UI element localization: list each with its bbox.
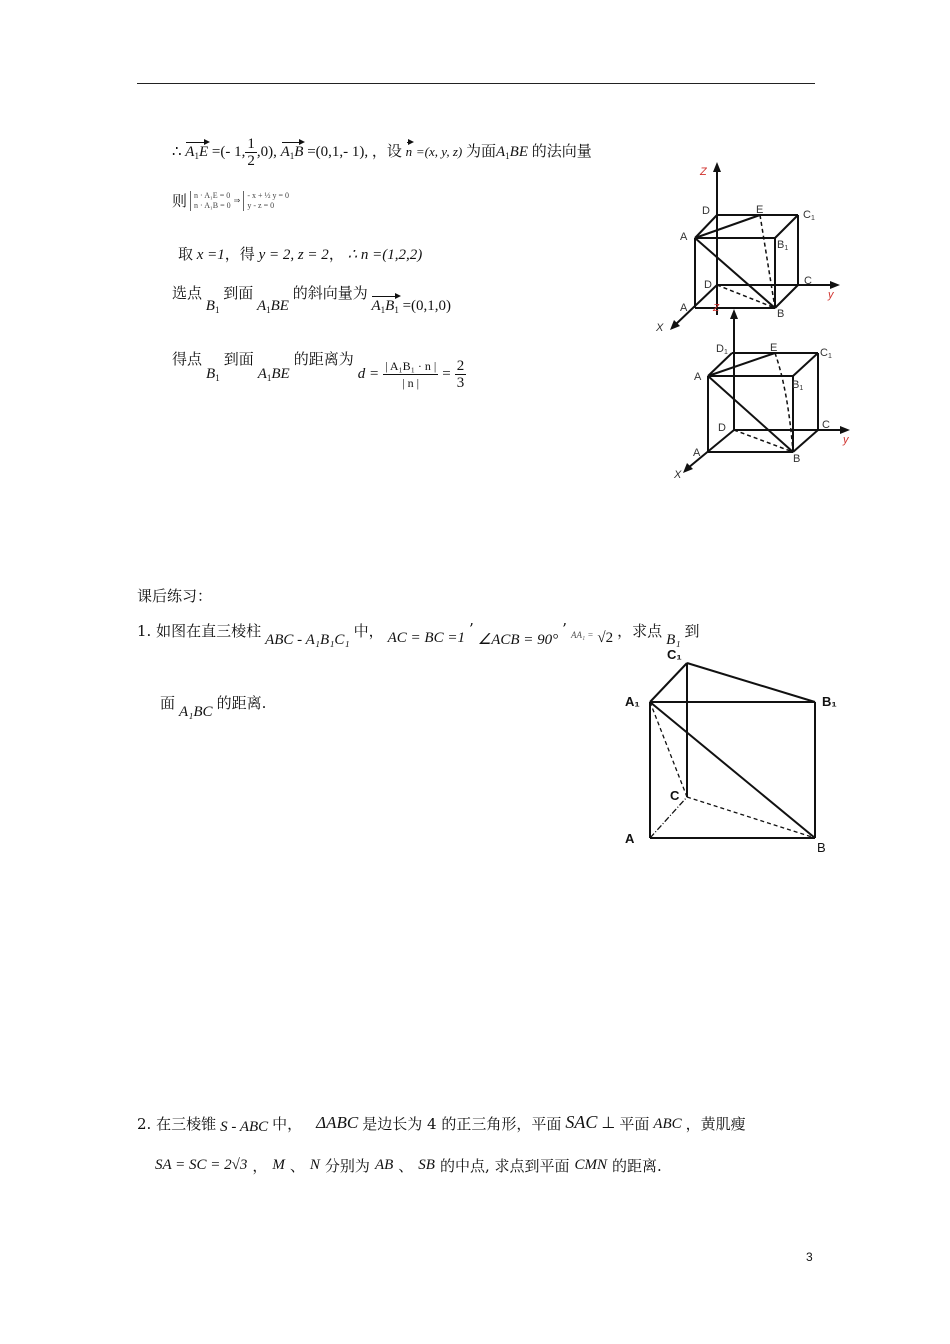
svg-text:X: X [674,469,682,481]
distance-fraction: $\frac{\text{| A₁B₁ · n |}}{| n |}$ [385,359,437,390]
page-number: 3 [806,1250,813,1264]
svg-text:E: E [756,204,764,216]
solution-line-5: 得点 $B_1$ 到面 $A_1BE$ 的距离为 d = $\frac{\text{| A₁B₁ · n |}}{| n |}$ = $\frac{2}{3}$ [172,352,465,391]
distance-answer: $\frac{2}{3}$ [456,358,465,391]
label-a1: A₁ [625,694,640,709]
svg-text:B: B [793,453,801,465]
svg-text:C1: C1 [803,209,815,222]
question-2-line-1: 2. 在三棱锥 S - ABC 中， ΔABC 是边长为 4 的正三角形，平面 SAC ⊥ 平面 ABC ，黄肌瘦 [137,1112,746,1135]
equation-system-b: - x + ½ y = 0 y - z = 0 [243,191,289,211]
normal-vector: n [405,143,413,159]
svg-text:D: D [704,279,712,291]
vector-a1e-value: =(- 1, [211,143,246,160]
svg-text:B: B [777,308,785,320]
question-1-line-2: 面 A₁BC 的距离. [160,694,267,720]
svg-text:B1: B1 [777,239,789,252]
solution-line-1: ∴ $A_1E$ =(- 1, $\frac{1}{2}$ ,0), $A_1B =(0,1,-$ 1), ，设 n =(x, y, z) 为面$A_1BE$ 的法向量 [172,136,592,169]
svg-text:E: E [770,342,778,354]
vector-a1b-value: =(0,1,- 1), [307,143,369,160]
solution-line-3: 取 x =1，得 y = 2, z = 2， ∴ n =(1,2,2) [178,247,423,263]
svg-text:y: y [843,434,849,446]
vector-a1b1: $A_1B_1$ [371,298,399,315]
plane-a1be: $A_1BE$ [495,143,528,161]
fraction-half: $\frac{1}{2}$ [247,136,255,169]
label-c1: C₁ [667,647,682,662]
svg-text:C: C [804,275,812,287]
svg-text:Z: Z [713,303,720,314]
svg-text:A: A [680,302,688,314]
solution-line-2: 则 n · A₁E = 0 n · A₁B = 0 ⇒ - x + ½ y = 0 y - z = 0 [172,190,290,210]
vector-a1b: $A_1B$ [280,143,304,161]
svg-text:C1: C1 [820,347,832,360]
therefore-symbol: ∴ [172,143,182,160]
cube-figure-bottom [660,300,860,485]
svg-text:D: D [718,422,726,434]
svg-text:B1: B1 [792,379,804,392]
label-a: A [625,831,635,846]
header-rule [137,83,815,84]
label-b1: B₁ [822,694,837,709]
normal-vector-definition: =(x, y, z) [415,143,463,159]
label-b: B [817,840,826,855]
solution-line-4: 选点 $B_1$ 到面 $A_1BE$ 的斜向量为 $A_1B_1 =(0,1,0)$ [172,286,452,315]
svg-text:A: A [693,447,701,459]
prism-figure [615,645,845,860]
normal-vector-result: ∴ n =(1,2,2) [347,247,423,263]
prism-name: ABC - A₁B₁C₁ [265,632,350,648]
svg-text:y: y [828,289,834,301]
svg-text:C: C [822,419,830,431]
svg-text:D: D [702,205,710,217]
exercises-heading: 课后练习： [137,587,213,605]
implies-arrow: ⇒ [233,195,241,205]
question-1-line-1: 1. 如图在直三棱柱 ABC - A₁B₁C₁ 中， AC = BC =1 ’ ∠ACB = 90° ’ AA₁ = √2 ，求点 B₁ 到 [137,620,700,648]
question-2-line-2: SA = SC = 2√3 ， M 、 N 分别为 AB 、 SB 的中点, 求点到平面 CMN 的距离. [155,1157,662,1175]
svg-text:D1: D1 [716,343,728,356]
svg-text:A: A [680,231,688,243]
svg-text:A: A [694,371,702,383]
vector-a1e: $A_1E$ [185,143,209,161]
equation-system-a: n · A₁E = 0 n · A₁B = 0 [190,191,231,211]
svg-text:X: X [656,322,664,334]
z-axis-label: Z [700,166,707,178]
label-c: C [670,788,680,803]
